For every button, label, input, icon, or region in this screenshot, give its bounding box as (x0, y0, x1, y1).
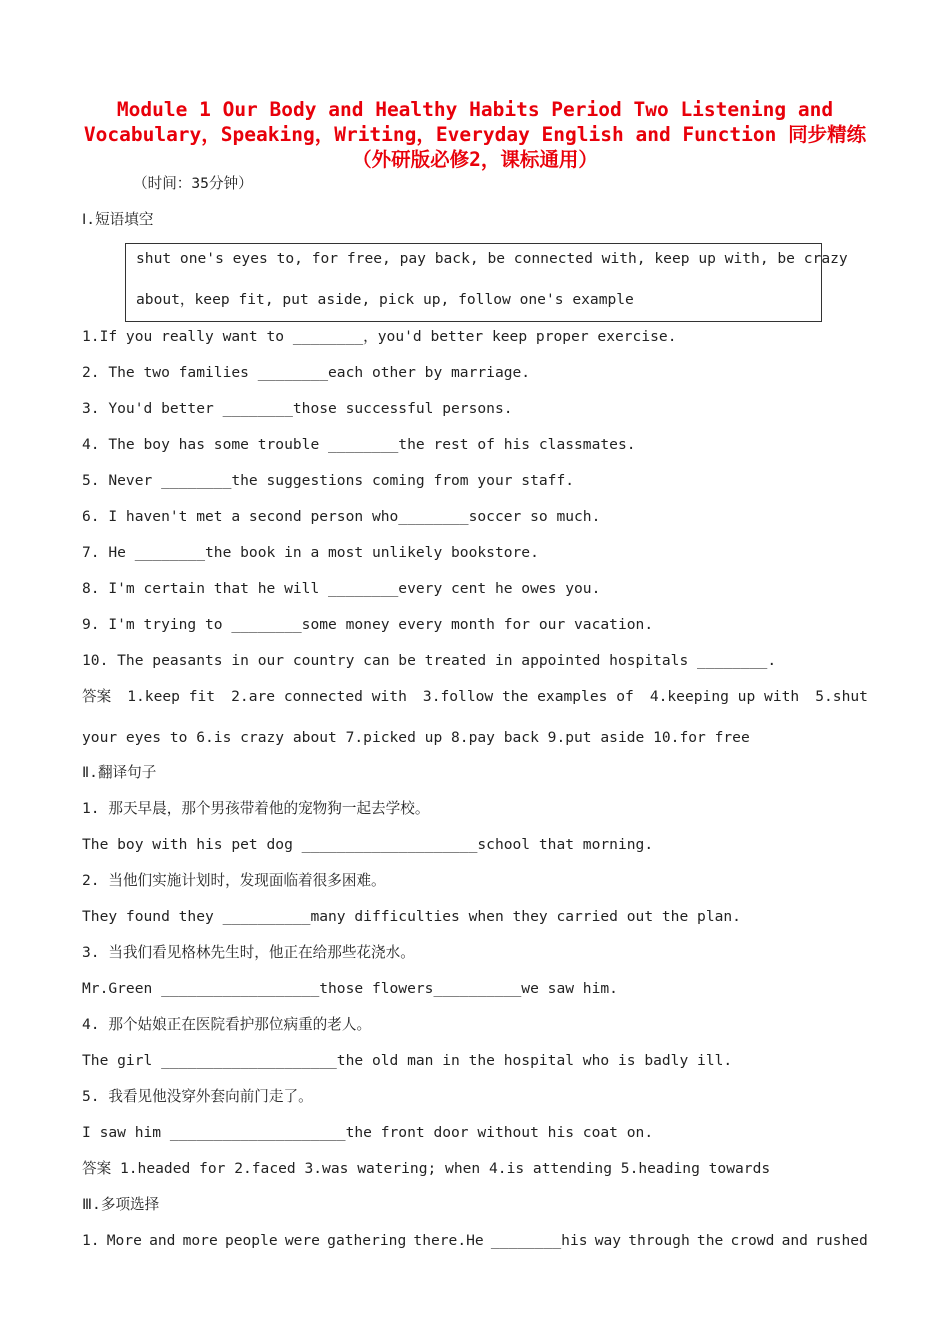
word: ________his (490, 1232, 588, 1249)
word: people (224, 1232, 278, 1249)
phrase-bank-line-2: about，keep fit, put aside, pick up, follow one's example (136, 291, 634, 308)
question-2: 2. The two families ________each other by marriage. (82, 364, 531, 381)
answer-item: 4.keeping up with (649, 688, 800, 705)
translation-5-chinese: 5. 我看见他没穿外套向前门走了。 (82, 1088, 313, 1105)
word: there.He (413, 1232, 484, 1249)
answer-item: 3.follow the examples of (422, 688, 634, 705)
answer-label: 答案 (82, 688, 112, 705)
section-1-heading: Ⅰ.短语填空 (82, 211, 154, 228)
answer-item: 5.shut (815, 688, 868, 705)
question-9: 9. I'm trying to ________some money every month for our vacation. (82, 616, 654, 633)
translation-1-english: The boy with his pet dog ____________________school that morning. (82, 836, 654, 853)
word: through (628, 1232, 690, 1249)
section-1-answer-line-1 (82, 688, 868, 706)
answer-item: 2.are connected with (231, 688, 407, 705)
word: were (284, 1232, 320, 1249)
section-1-answer-line-2: your eyes to 6.is crazy about 7.picked up 8.pay back 9.put aside 10.for free (82, 729, 750, 746)
question-3: 3. You'd better ________those successful persons. (82, 400, 513, 417)
question-5: 5. Never ________the suggestions coming from your staff. (82, 472, 575, 489)
word: way (594, 1232, 622, 1249)
translation-1-chinese: 1. 那天早晨，那个男孩带着他的宠物狗一起去学校。 (82, 800, 430, 817)
answer-item: 1.keep fit (127, 688, 216, 705)
mcq-1-stem (82, 1232, 868, 1250)
word: and (149, 1232, 176, 1249)
translation-2-chinese: 2. 当他们实施计划时，发现面临着很多困难。 (82, 872, 386, 889)
question-10: 10. The peasants in our country can be treated in appointed hospitals ________. (82, 652, 777, 669)
word: rushed (815, 1232, 868, 1249)
word: gathering (327, 1232, 407, 1249)
page-title-line-2: Vocabulary，Speaking，Writing，Everyday English and Function 同步精练 (83, 123, 867, 146)
question-6: 6. I haven't met a second person who________soccer so much. (82, 508, 601, 525)
word: crowd (730, 1232, 775, 1249)
question-7: 7. He ________the book in a most unlikely bookstore. (82, 544, 539, 561)
translation-5-english: I saw him ____________________the front door without his coat on. (82, 1124, 654, 1141)
word: More (106, 1232, 142, 1249)
translation-3-chinese: 3. 当我们看见格林先生时，他正在给那些花浇水。 (82, 944, 415, 961)
question-8: 8. I'm certain that he will ________every cent he owes you. (82, 580, 601, 597)
time-note: （时间：35分钟） (133, 175, 253, 192)
word: more (182, 1232, 218, 1249)
translation-2-english: They found they __________many difficulties when they carried out the plan. (82, 908, 741, 925)
section-3-heading: Ⅲ.多项选择 (82, 1196, 160, 1213)
phrase-bank-line-1: shut one's eyes to, for free, pay back, be connected with, keep up with, be crazy (136, 250, 848, 267)
translation-4-english: The girl ____________________the old man in the hospital who is badly ill. (82, 1052, 733, 1069)
page-title-line-1: Module 1 Our Body and Healthy Habits Period Two Listening and (116, 98, 834, 121)
section-2-answer: 答案 1.headed for 2.faced 3.was watering; when 4.is attending 5.heading towards (82, 1160, 771, 1177)
word: 1. (82, 1232, 100, 1249)
word: and (781, 1232, 808, 1249)
section-2-heading: Ⅱ.翻译句子 (82, 764, 157, 781)
phrase-bank-box (125, 243, 848, 322)
question-1: 1.If you really want to ________，you'd better keep proper exercise. (82, 328, 677, 345)
translation-4-chinese: 4. 那个姑娘正在医院看护那位病重的老人。 (82, 1016, 372, 1033)
translation-3-english: Mr.Green __________________those flowers__________we saw him. (82, 980, 618, 997)
question-4: 4. The boy has some trouble ________the rest of his classmates. (82, 436, 636, 453)
word: the (696, 1232, 724, 1249)
page-title-line-3: （外研版必修2，课标通用） (352, 148, 598, 171)
